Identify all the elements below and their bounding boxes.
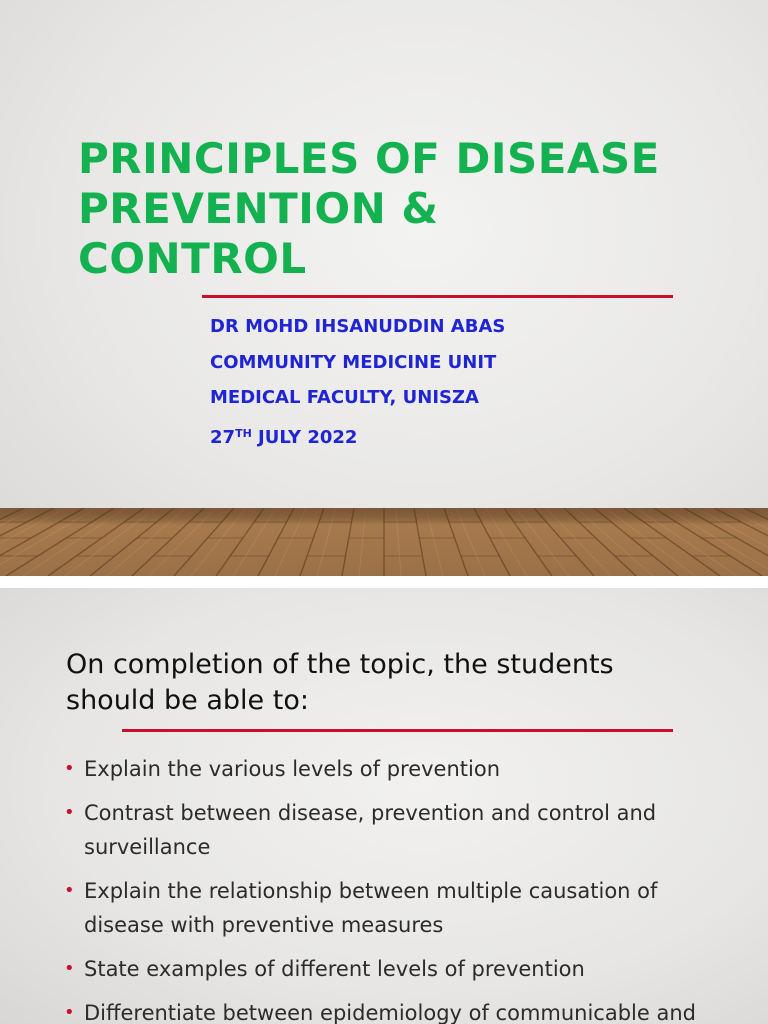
unit-name: COMMUNITY MEDICINE UNIT bbox=[210, 351, 497, 373]
title-divider bbox=[202, 295, 673, 298]
list-item-text: Differentiate between epidemiology of communicable and bbox=[84, 1001, 696, 1024]
list-item-text: State examples of different levels of prevention bbox=[84, 957, 585, 981]
list-item bbox=[64, 796, 704, 864]
date-rest: JULY 2022 bbox=[251, 426, 358, 448]
title-line: PRINCIPLES OF DISEASE bbox=[78, 134, 660, 183]
bullet-icon: • bbox=[64, 958, 75, 979]
date-suffix: TH bbox=[235, 426, 252, 440]
list-item bbox=[64, 752, 704, 786]
list-item bbox=[64, 874, 704, 942]
bullet-icon: • bbox=[64, 802, 75, 823]
bullet-icon: • bbox=[64, 1002, 75, 1023]
faculty-name: MEDICAL FACULTY, UNISZA bbox=[210, 387, 479, 408]
slide-title bbox=[78, 134, 718, 284]
list-item bbox=[64, 996, 704, 1024]
heading-divider bbox=[122, 729, 673, 732]
list-item-text: Explain the relationship between multiple causation of disease with preventive measures bbox=[84, 879, 658, 937]
author-name: DR MOHD IHSANUDDIN ABAS bbox=[210, 316, 506, 337]
bullet-icon: • bbox=[64, 758, 75, 779]
objectives-list bbox=[64, 752, 704, 1024]
list-item-text: Explain the various levels of prevention bbox=[84, 757, 501, 781]
presentation-date bbox=[210, 420, 505, 456]
list-item bbox=[64, 952, 704, 986]
bullet-icon: • bbox=[64, 880, 75, 901]
objectives-heading: On completion of the topic, the students should be able to: bbox=[66, 649, 614, 716]
title-line: PREVENTION & bbox=[78, 184, 439, 233]
date-day: 27 bbox=[210, 426, 236, 448]
wood-floor bbox=[0, 508, 768, 576]
title-line: CONTROL bbox=[78, 234, 307, 283]
list-item-text: Contrast between disease, prevention and control and surveillance bbox=[84, 801, 657, 859]
subtitle-block bbox=[210, 313, 505, 455]
